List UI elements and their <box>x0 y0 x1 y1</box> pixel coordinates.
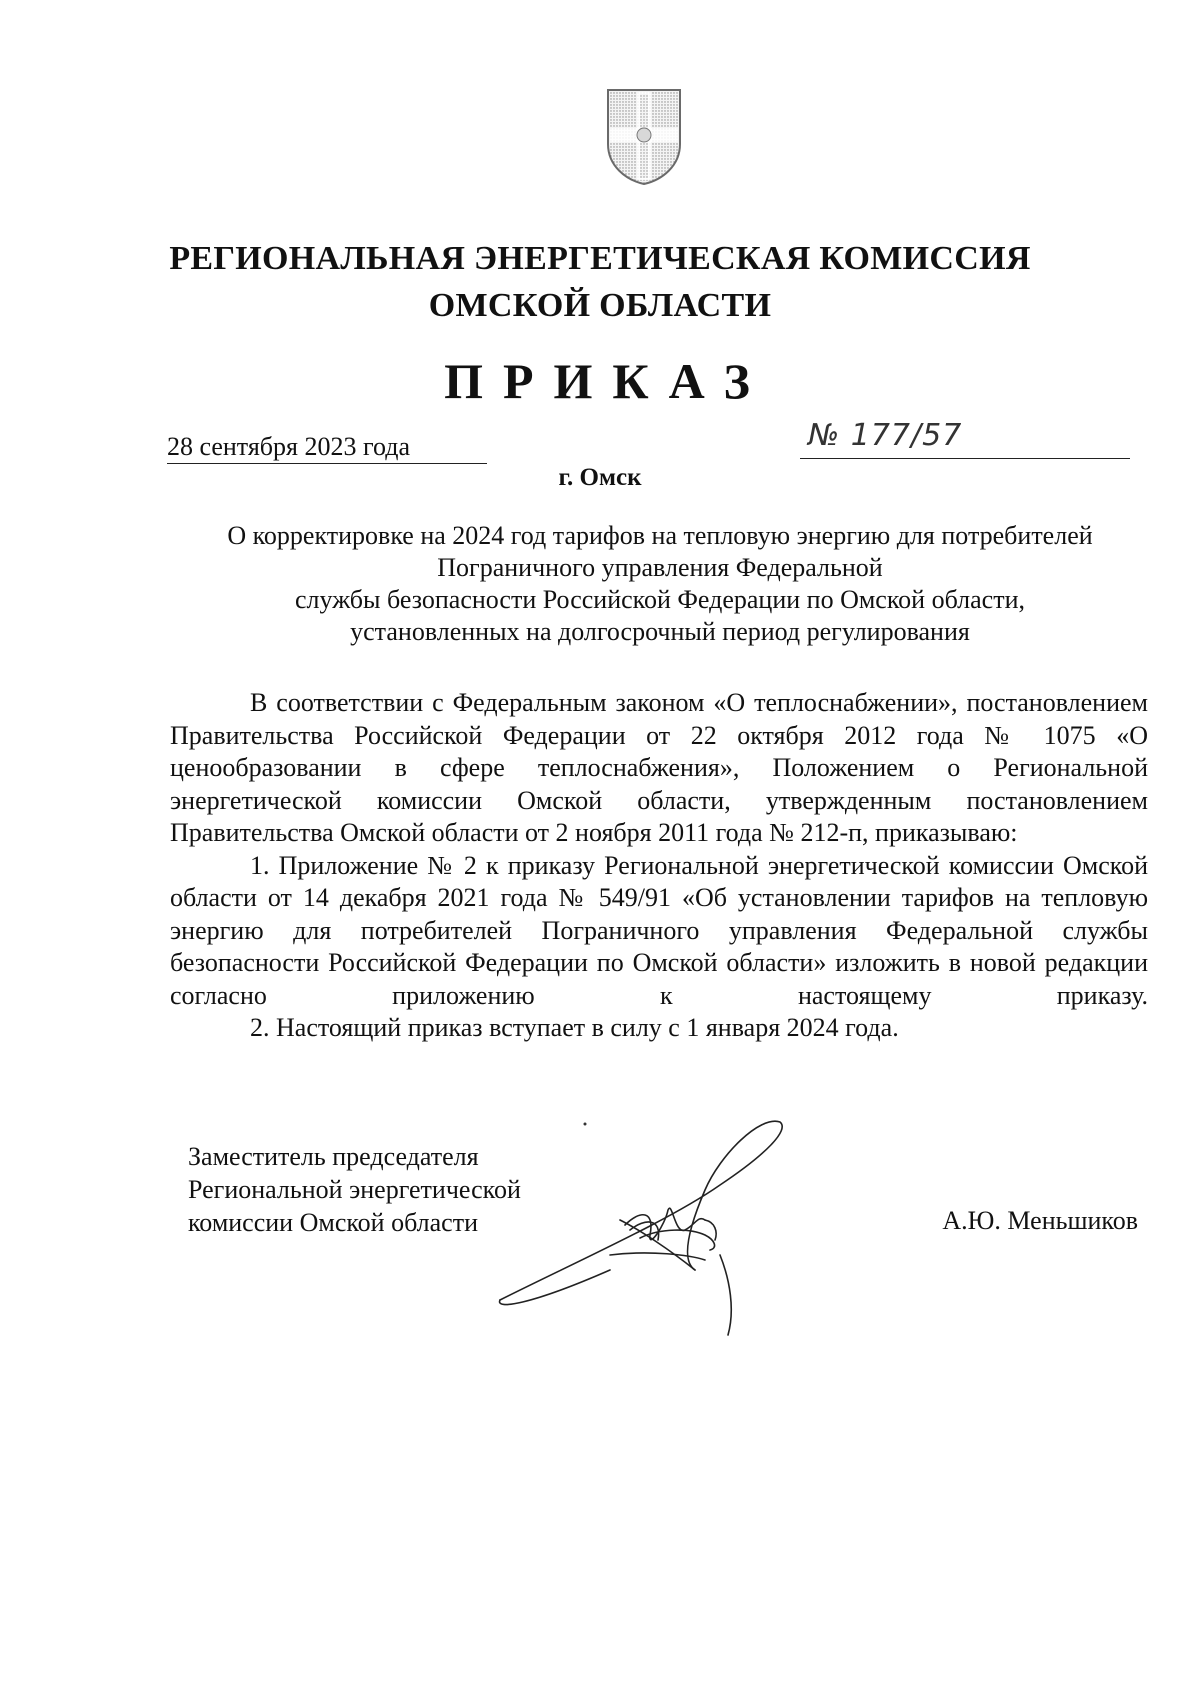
omsk-coat-of-arms-icon <box>604 86 684 186</box>
signer-name: А.Ю. Меньшиков <box>942 1206 1138 1235</box>
subject-line: службы безопасности Российской Федерации по Омской области, <box>295 585 1025 614</box>
order-number-field <box>800 420 1130 459</box>
signer-position <box>188 1140 521 1239</box>
organization-name-line1: РЕГИОНАЛЬНАЯ ЭНЕРГЕТИЧЕСКАЯ КОМИССИЯ <box>169 240 1031 277</box>
preamble-paragraph: В соответствии с Федеральным законом «О теплоснабжении», постановлением Правительства Российской Федерации от 22 октября 2012 года № 1075 «О ценообразовании в сфере теплоснабжения», Положением о Региональной энергетической комиссии Омской области, утвержденным постановлением Правительства Омской области от 2 ноября 2011 года № 212-п, приказываю: <box>170 688 1148 847</box>
order-date: 28 сентября 2023 года <box>167 432 487 464</box>
organization-name-line2: ОМСКОЙ ОБЛАСТИ <box>428 287 772 324</box>
signer-position-line: Заместитель председателя <box>188 1142 479 1171</box>
order-item-2: 2. Настоящий приказ вступает в силу с 1 января 2024 года. <box>250 1013 899 1042</box>
signer-position-line: комиссии Омской области <box>188 1208 478 1237</box>
handwritten-signature-icon <box>490 1110 840 1340</box>
order-city: г. Омск <box>558 464 642 491</box>
order-body <box>170 687 1148 1045</box>
subject-line: Пограничного управления Федеральной <box>437 553 883 582</box>
subject-line: О корректировке на 2024 год тарифов на тепловую энергию для потребителей <box>227 521 1093 550</box>
order-item-1: 1. Приложение № 2 к приказу Региональной энергетической комиссии Омской области от 14 декабря 2021 года № 549/91 «Об установлении тарифов на тепловую энергию для потребителей Пограничного управления Федеральной службы безопасности Российской Федерации по Омской области» изложить в новой редакции согласно приложению к настоящему приказу. <box>170 850 1148 1010</box>
signer-position-line: Региональной энергетической <box>188 1175 521 1204</box>
document-type-title: ПРИКАЗ <box>444 353 770 409</box>
order-subject <box>160 520 1160 648</box>
subject-line: установленных на долгосрочный период регулирования <box>350 617 970 646</box>
order-number: № 177/57 <box>808 418 963 453</box>
